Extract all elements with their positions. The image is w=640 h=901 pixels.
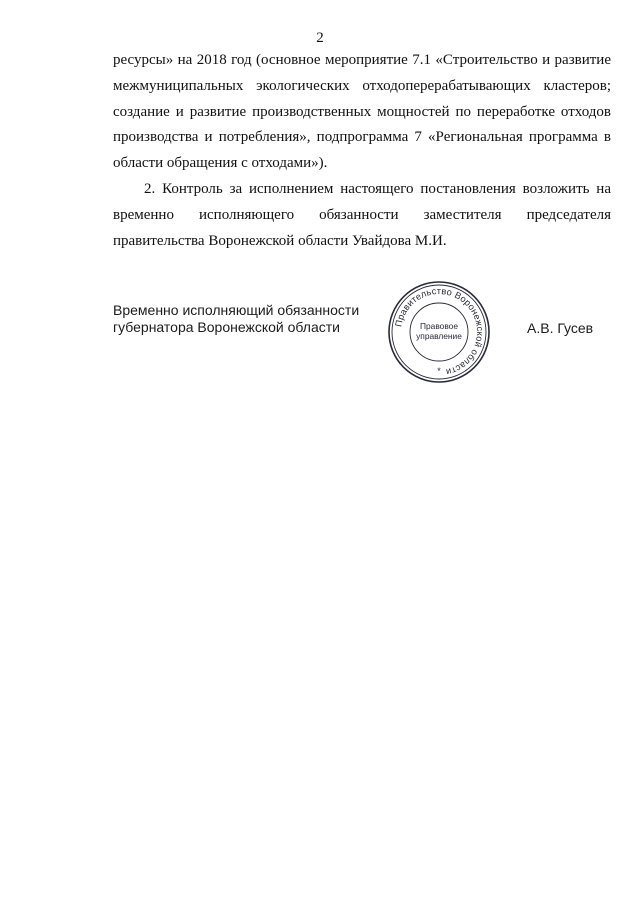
signatory-position-line2: губернатора Воронежской области — [113, 319, 340, 335]
seal-icon — [387, 280, 491, 384]
seal-center-line1: Правовое — [419, 321, 459, 331]
paragraph-item-2: 2. Контроль за исполнением настоящего постановления возложить на временно исполняющего обязанности заместителя председателя правительства Воронежской области Увайдова М.И. — [113, 180, 611, 249]
document-body — [113, 48, 611, 254]
seal-center-line2: управление — [416, 331, 462, 341]
seal-ring-text: Правительство Воронежской области — [393, 285, 486, 378]
seal-star: * — [437, 366, 441, 376]
signatory-position-line1: Временно исполняющий обязанности — [113, 302, 360, 318]
page-number: 2 — [316, 30, 324, 46]
signatory-name: А.В. Гусев — [527, 320, 594, 336]
official-seal-stamp — [387, 280, 491, 384]
signatory-position — [113, 302, 359, 336]
paragraph-continuation: ресурсы» на 2018 год (основное мероприятие 7.1 «Строительство и развитие межмуниципальных экологических отходоперерабатывающих кластеров; создание и развитие производственных мощностей по переработке отходов производства и потребления», подпрограмма 7 «Региональная программа в области обращения с отходами»). — [113, 52, 611, 172]
